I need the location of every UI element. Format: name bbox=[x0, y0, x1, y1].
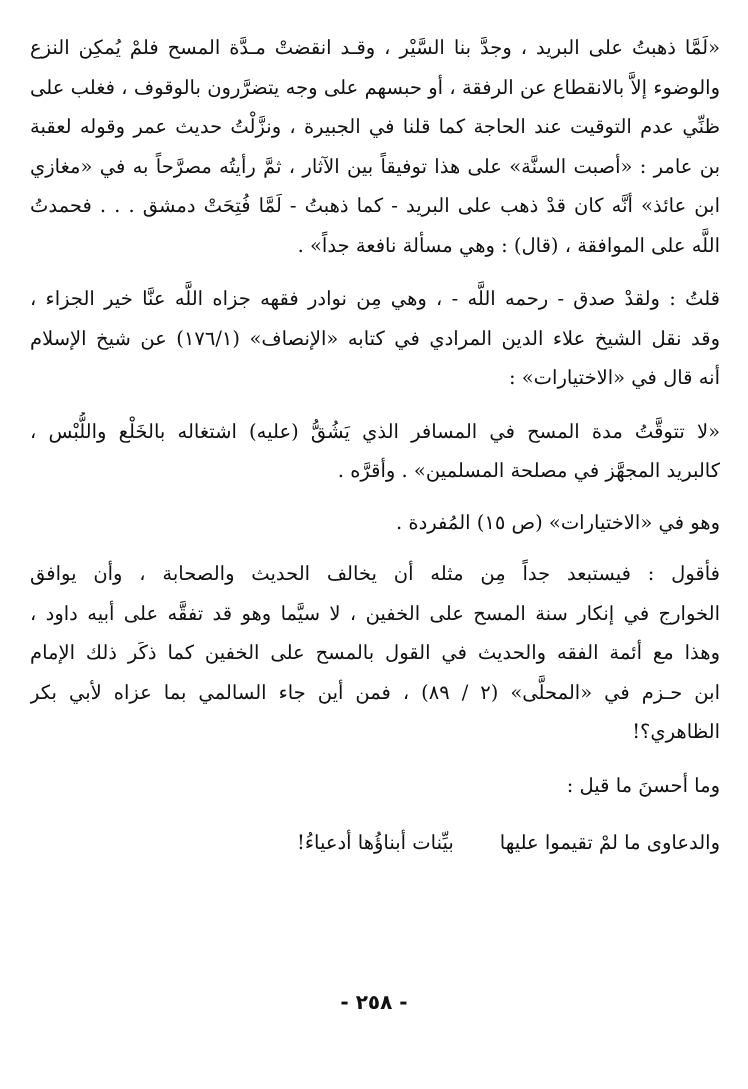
text-line: وهذا مع أئمة الفقه والحديث في القول بالمسح على الخفين كما ذكَر ذلك الإمام bbox=[30, 641, 720, 664]
text-line: فأقول : فيستبعد جداً مِن مثله أن يخالف الحديث والصحابة ، وأن يوافق bbox=[30, 562, 720, 585]
page-number: - ٢٥٨ - bbox=[340, 990, 408, 1014]
paragraph-reference bbox=[30, 503, 720, 543]
text-line: ابن عائذ» أنَّه كان قدْ ذهب على البريد - كما ذهبتُ - لَمَّا فُتِحَتْ دمشق . . . فحمدتُ bbox=[30, 194, 720, 217]
text-line: وهو في «الاختيارات» (ص ١٥) المُفردة . bbox=[396, 510, 720, 534]
text-line: الظاهري؟! bbox=[632, 720, 720, 743]
text-line: قلتُ : ولقدْ صدق - رحمه اللَّه - ، وهي مِن نوادر فقهه جزاه اللَّه عنَّا خير الجزاء ، bbox=[30, 287, 720, 310]
poetry-verse bbox=[30, 823, 720, 863]
paragraph-saying-intro bbox=[30, 766, 720, 806]
text-line: وقد نقل الشيخ علاء الدين المرادي في كتابه «الإنصاف» (١٧٦/١) عن شيخ الإسلام bbox=[30, 326, 720, 350]
text-line: اللَّه على الموافقة ، (قال) : وهي مسألة نافعة جداً» . bbox=[297, 233, 720, 257]
text-line: «لَمَّا ذهبتُ على البريد ، وجدَّ بنا السَّيْر ، وقـد انقضتْ مـدَّة المسح فلمْ يُمكِن النزع bbox=[30, 36, 720, 59]
page-body bbox=[30, 16, 720, 863]
paragraph-comment-1 bbox=[30, 279, 720, 398]
verse-second-half: بيِّنات أبناؤُها أدعياءُ! bbox=[297, 831, 454, 854]
text-line: بن عامر : «أصبت السنَّة» على هذا توفيقاً بين الآثار ، ثمَّ رأيتُه مصرَّحاً به في «مغازي bbox=[30, 154, 720, 178]
paragraph-quote-2 bbox=[30, 412, 720, 491]
text-line: والوضوء إلاَّ بالانقطاع عن الرفقة ، أو حبسهم على وجه يتضرَّرون بالوقوف ، فغلب على bbox=[30, 75, 720, 99]
text-line: ظنِّي عدم التوقيت عند الحاجة كما قلنا في الجبيرة ، ونزَّلْتُ حديث عمر وقوله لعقبة bbox=[30, 115, 720, 138]
paragraph-comment-2 bbox=[30, 554, 720, 752]
text-line: «لا تتوقَّتُ مدة المسح في المسافر الذي يَشُقُّ (عليه) اشتغاله بالخَلْع واللُّبْس ، bbox=[30, 419, 720, 443]
text-line: وما أحسنَ ما قيل : bbox=[566, 773, 720, 797]
paragraph-quote-1 bbox=[30, 28, 720, 265]
text-line: ابن حـزم في «المحلَّى» (٢ / ٨٩) ، فمن أين جاء السالمي بما عزاه لأبي بكر bbox=[30, 680, 720, 704]
verse-first-half: والدعاوى ما لمْ تقيموا عليها bbox=[499, 831, 720, 854]
text-line: الخوارج في إنكار سنة المسح على الخفين ، لا سيَّما وهو قد تفقَّه على أبيه داود ، bbox=[30, 601, 720, 625]
text-line: أنه قال في «الاختيارات» : bbox=[508, 366, 720, 389]
text-line: كالبريد المجهَّز في مصلحة المسلمين» . وأقرَّه . bbox=[337, 459, 720, 482]
